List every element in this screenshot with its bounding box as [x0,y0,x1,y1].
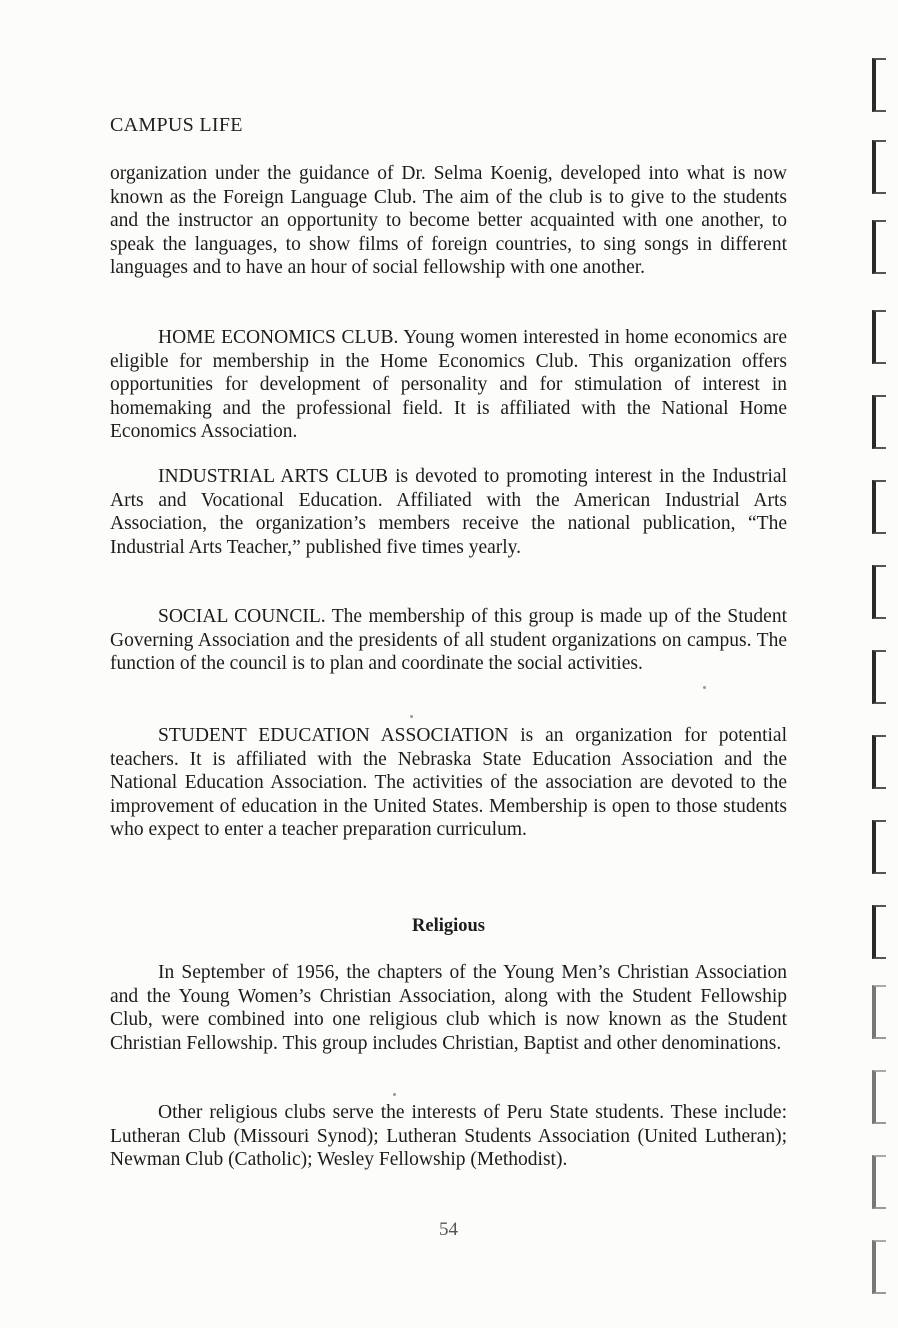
binding-edge [868,0,898,1328]
binding-bracket [872,565,886,619]
binding-bracket [872,140,886,194]
paragraph-foreign-language-club: organization under the guidance of Dr. Selma Koenig, developed into what is now known as the Foreign Language Club. The aim of the club is to give to the students and the instructor an opportunity to become better acquainted with one another, to speak the languages, to show films of foreign countries, to sing songs in different languages and to have an hour of social fellowship with one another. [110,163,787,279]
scan-speck [703,686,706,689]
binding-bracket [872,220,886,274]
binding-bracket [872,1155,886,1209]
binding-bracket [872,58,886,112]
binding-bracket [872,985,886,1039]
binding-bracket [872,1240,886,1294]
binding-bracket [872,480,886,534]
paragraph-other-religious-clubs: Other religious clubs serve the interests of Peru State students. These include: Lutheran Club (Missouri Synod); Lutheran Students Association (United Lutheran); Newman Club (Catholic); Wesley Fellowship (Methodist). [110,1102,787,1171]
section-heading-religious: Religious [412,916,485,936]
running-head: CAMPUS LIFE [110,114,243,136]
binding-bracket [872,650,886,704]
page-number: 54 [439,1219,458,1240]
paragraph-social-council: SOCIAL COUNCIL. The membership of this group is made up of the Student Governing Association and the presidents of all student organizations on campus. The function of the council is to plan and coordinate the social activities. [110,606,787,675]
binding-bracket [872,905,886,959]
paragraph-industrial-arts-club: INDUSTRIAL ARTS CLUB is devoted to promoting interest in the Industrial Arts and Vocational Education. Affiliated with the American Industrial Arts Association, the organization’s members receive the national publication, “The Industrial Arts Teacher,” published five times yearly. [110,466,787,558]
binding-bracket [872,820,886,874]
scan-speck [410,715,413,718]
paragraph-student-education-association: STUDENT EDUCATION ASSOCIATION is an organization for potential teachers. It is affiliated with the Nebraska State Education Association and the National Education Association. The activities of the association are devoted to the improvement of education in the United States. Membership is open to those students who expect to enter a teacher preparation curriculum. [110,725,787,841]
binding-bracket [872,395,886,449]
binding-bracket [872,735,886,789]
binding-bracket [872,1070,886,1124]
paragraph-home-economics-club: HOME ECONOMICS CLUB. Young women interested in home economics are eligible for membership in the Home Economics Club. This organization offers opportunities for development of personality and for stimulation of interest in homemaking and the professional field. It is affiliated with the National Home Economics Association. [110,327,787,443]
paragraph-student-christian-fellowship: In September of 1956, the chapters of the Young Men’s Christian Association and the Young Women’s Christian Association, along with the Student Fellowship Club, were combined into one religious club which is now known as the Student Christian Fellowship. This group includes Christian, Baptist and other denominations. [110,962,787,1054]
scan-speck [393,1093,396,1096]
binding-bracket [872,310,886,364]
